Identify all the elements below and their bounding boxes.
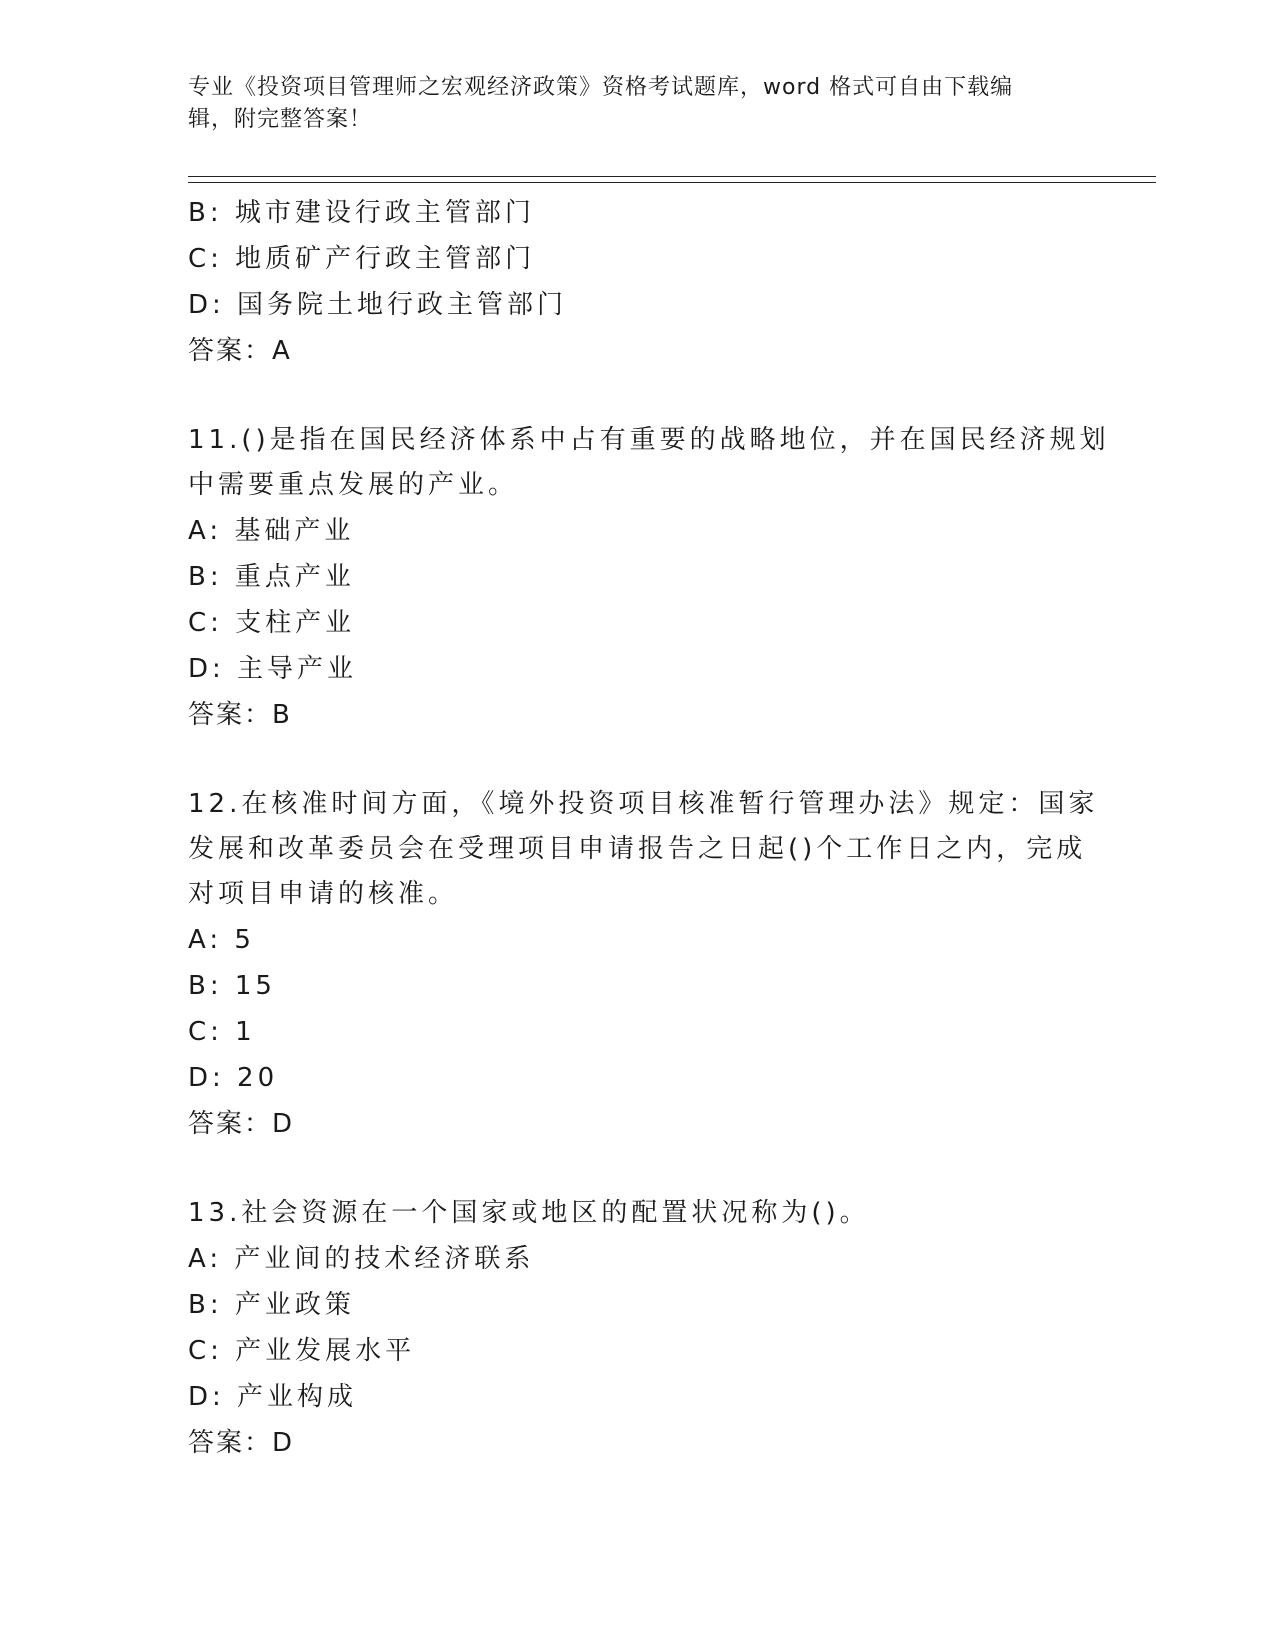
header-line-2: 辑，附完整答案！ — [188, 107, 373, 132]
question-stem-line: 13.社会资源在一个国家或地区的配置状况称为()。 — [188, 1198, 870, 1228]
option-d: D: 20 — [188, 1063, 279, 1093]
option-b: B: 重点产业 — [188, 562, 355, 592]
option-a: A: 产业间的技术经济联系 — [188, 1244, 535, 1274]
header-divider-bottom — [188, 182, 1156, 183]
question-11 — [188, 418, 1110, 738]
option-c: C: 1 — [188, 1017, 256, 1047]
answer-line: 答案：D — [188, 1428, 295, 1458]
option-b: B: 产业政策 — [188, 1290, 355, 1320]
option-b: B: 15 — [188, 971, 276, 1001]
question-13 — [188, 1191, 1088, 1466]
option-a: A: 基础产业 — [188, 516, 355, 546]
option-c: C: 地质矿产行政主管部门 — [188, 244, 536, 274]
document-header — [188, 72, 1088, 136]
option-c: C: 产业发展水平 — [188, 1336, 416, 1366]
header-divider-top — [188, 176, 1156, 177]
option-d: D: 主导产业 — [188, 654, 358, 684]
question-stem-line: 中需要重点发展的产业。 — [188, 470, 519, 500]
question-stem-line: 12.在核准时间方面，《境外投资项目核准暂行管理办法》规定：国家 — [188, 789, 1099, 819]
option-c: C: 支柱产业 — [188, 608, 356, 638]
header-line-1: 专业《投资项目管理师之宏观经济政策》资格考试题库，word 格式可自由下载编 — [188, 75, 1014, 100]
option-a: A: 5 — [188, 925, 255, 955]
question-stem-line: 发展和改革委员会在受理项目申请报告之日起()个工作日之内，完成 — [188, 834, 1087, 864]
answer-line: 答案：A — [188, 336, 292, 366]
option-b: B: 城市建设行政主管部门 — [188, 198, 535, 228]
answer-line: 答案：B — [188, 700, 292, 730]
previous-question-continuation — [188, 190, 1088, 374]
question-stem-line: 11.()是指在国民经济体系中占有重要的战略地位，并在国民经济规划 — [188, 425, 1110, 455]
question-12 — [188, 782, 1099, 1147]
answer-line: 答案：D — [188, 1109, 295, 1139]
option-d: D: 产业构成 — [188, 1382, 358, 1412]
question-stem-line: 对项目申请的核准。 — [188, 879, 459, 909]
question-content — [188, 190, 1110, 1466]
option-d: D: 国务院土地行政主管部门 — [188, 290, 568, 320]
